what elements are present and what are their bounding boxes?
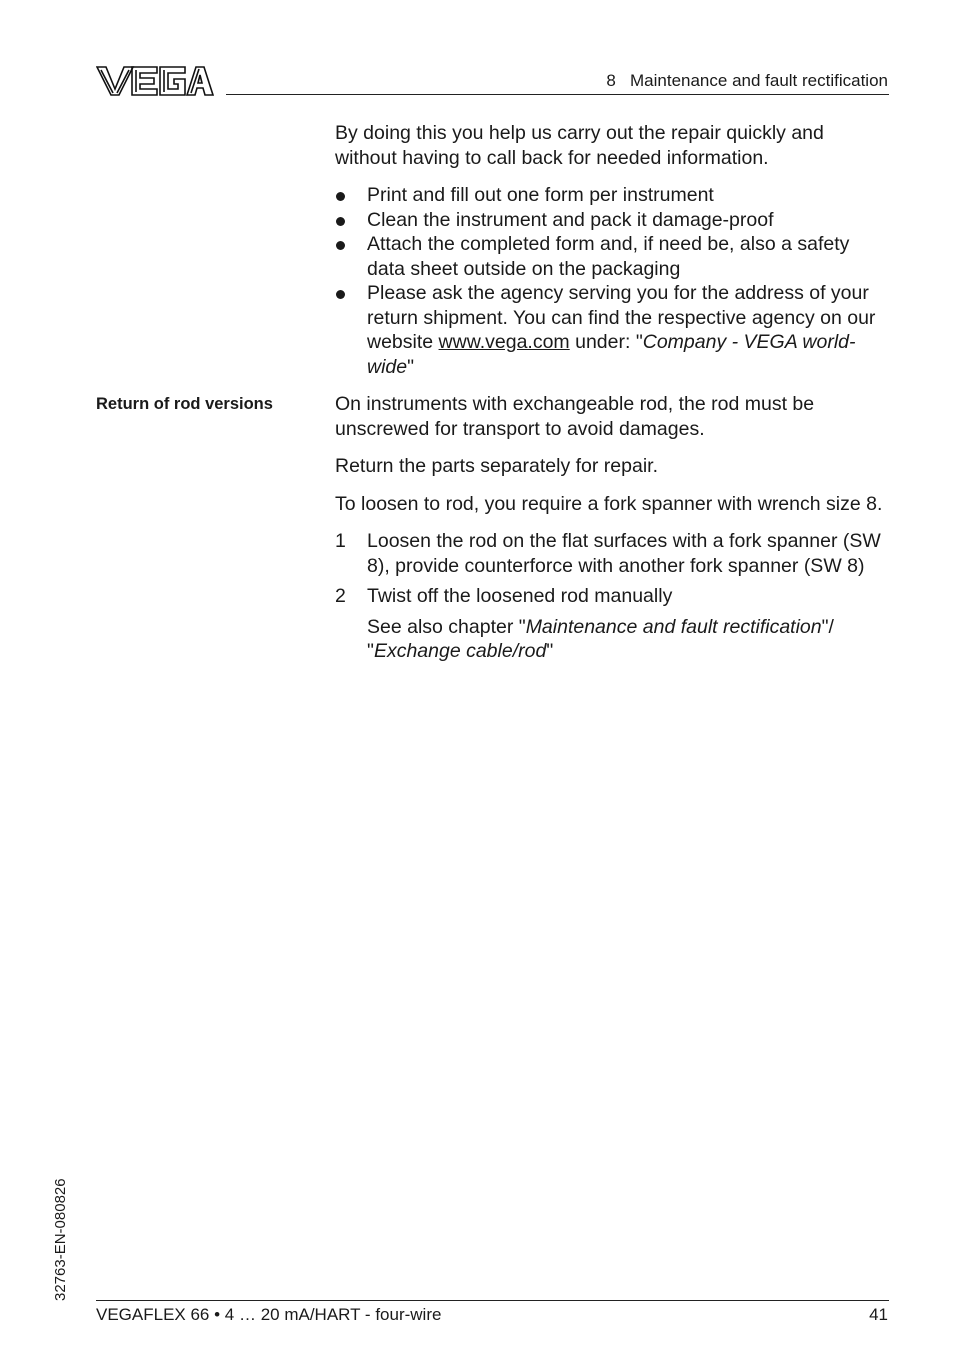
list-item: Clean the instrument and pack it damage-proof: [335, 208, 891, 233]
step-item: 2 Twist off the loosened rod manually: [335, 585, 673, 607]
chapter-heading: 8 Maintenance and fault rectification: [606, 71, 888, 90]
footer-rule: [96, 1300, 889, 1301]
see-also-note: See also chapter "Maintenance and fault rectification"/ "Exchange cable/rod": [367, 615, 834, 662]
bullet-icon: [336, 290, 345, 299]
steps-list: [335, 529, 891, 609]
header-rule: [226, 94, 889, 95]
side-label-return-rod: Return of rod versions: [96, 395, 273, 413]
return-paragraph-2: Return the parts separately for repair.: [335, 455, 658, 477]
bullet-icon: [336, 217, 345, 226]
step-item: 1 Loosen the rod on the flat surfaces with a fork spanner (SW 8), provide counterforce with another fork spanner (SW 8): [335, 530, 881, 577]
list-item: Print and fill out one form per instrument: [335, 183, 891, 208]
vega-website-link[interactable]: www.vega.com: [438, 331, 570, 353]
intro-paragraph: By doing this you help us carry out the repair quickly and without having to call back for needed information.: [335, 122, 824, 169]
return-paragraph-1: On instruments with exchangeable rod, the rod must be unscrewed for transport to avoid damages.: [335, 393, 815, 440]
step-number: 1: [335, 530, 346, 552]
footer-product: VEGAFLEX 66 • 4 … 20 mA/HART - four-wire: [96, 1305, 442, 1324]
instruction-list: [335, 183, 891, 379]
vega-logo: [96, 64, 214, 98]
step-number: 2: [335, 585, 346, 607]
document-id: 32763-EN-080826: [52, 1178, 69, 1301]
return-section: [335, 392, 891, 664]
list-item: Attach the completed form and, if need be, also a safety data sheet outside on the packaging: [335, 232, 891, 281]
main-content: [335, 121, 891, 379]
bullet-icon: [336, 192, 345, 201]
bullet-icon: [336, 241, 345, 250]
list-item: Please ask the agency serving you for the address of your return shipment. You can find the respective agency on our website www.vega.com under: "Company - VEGA world-wide": [335, 281, 891, 379]
return-paragraph-3: To loosen to rod, you require a fork spanner with wrench size 8.: [335, 492, 883, 515]
page-number: 41: [869, 1305, 888, 1324]
